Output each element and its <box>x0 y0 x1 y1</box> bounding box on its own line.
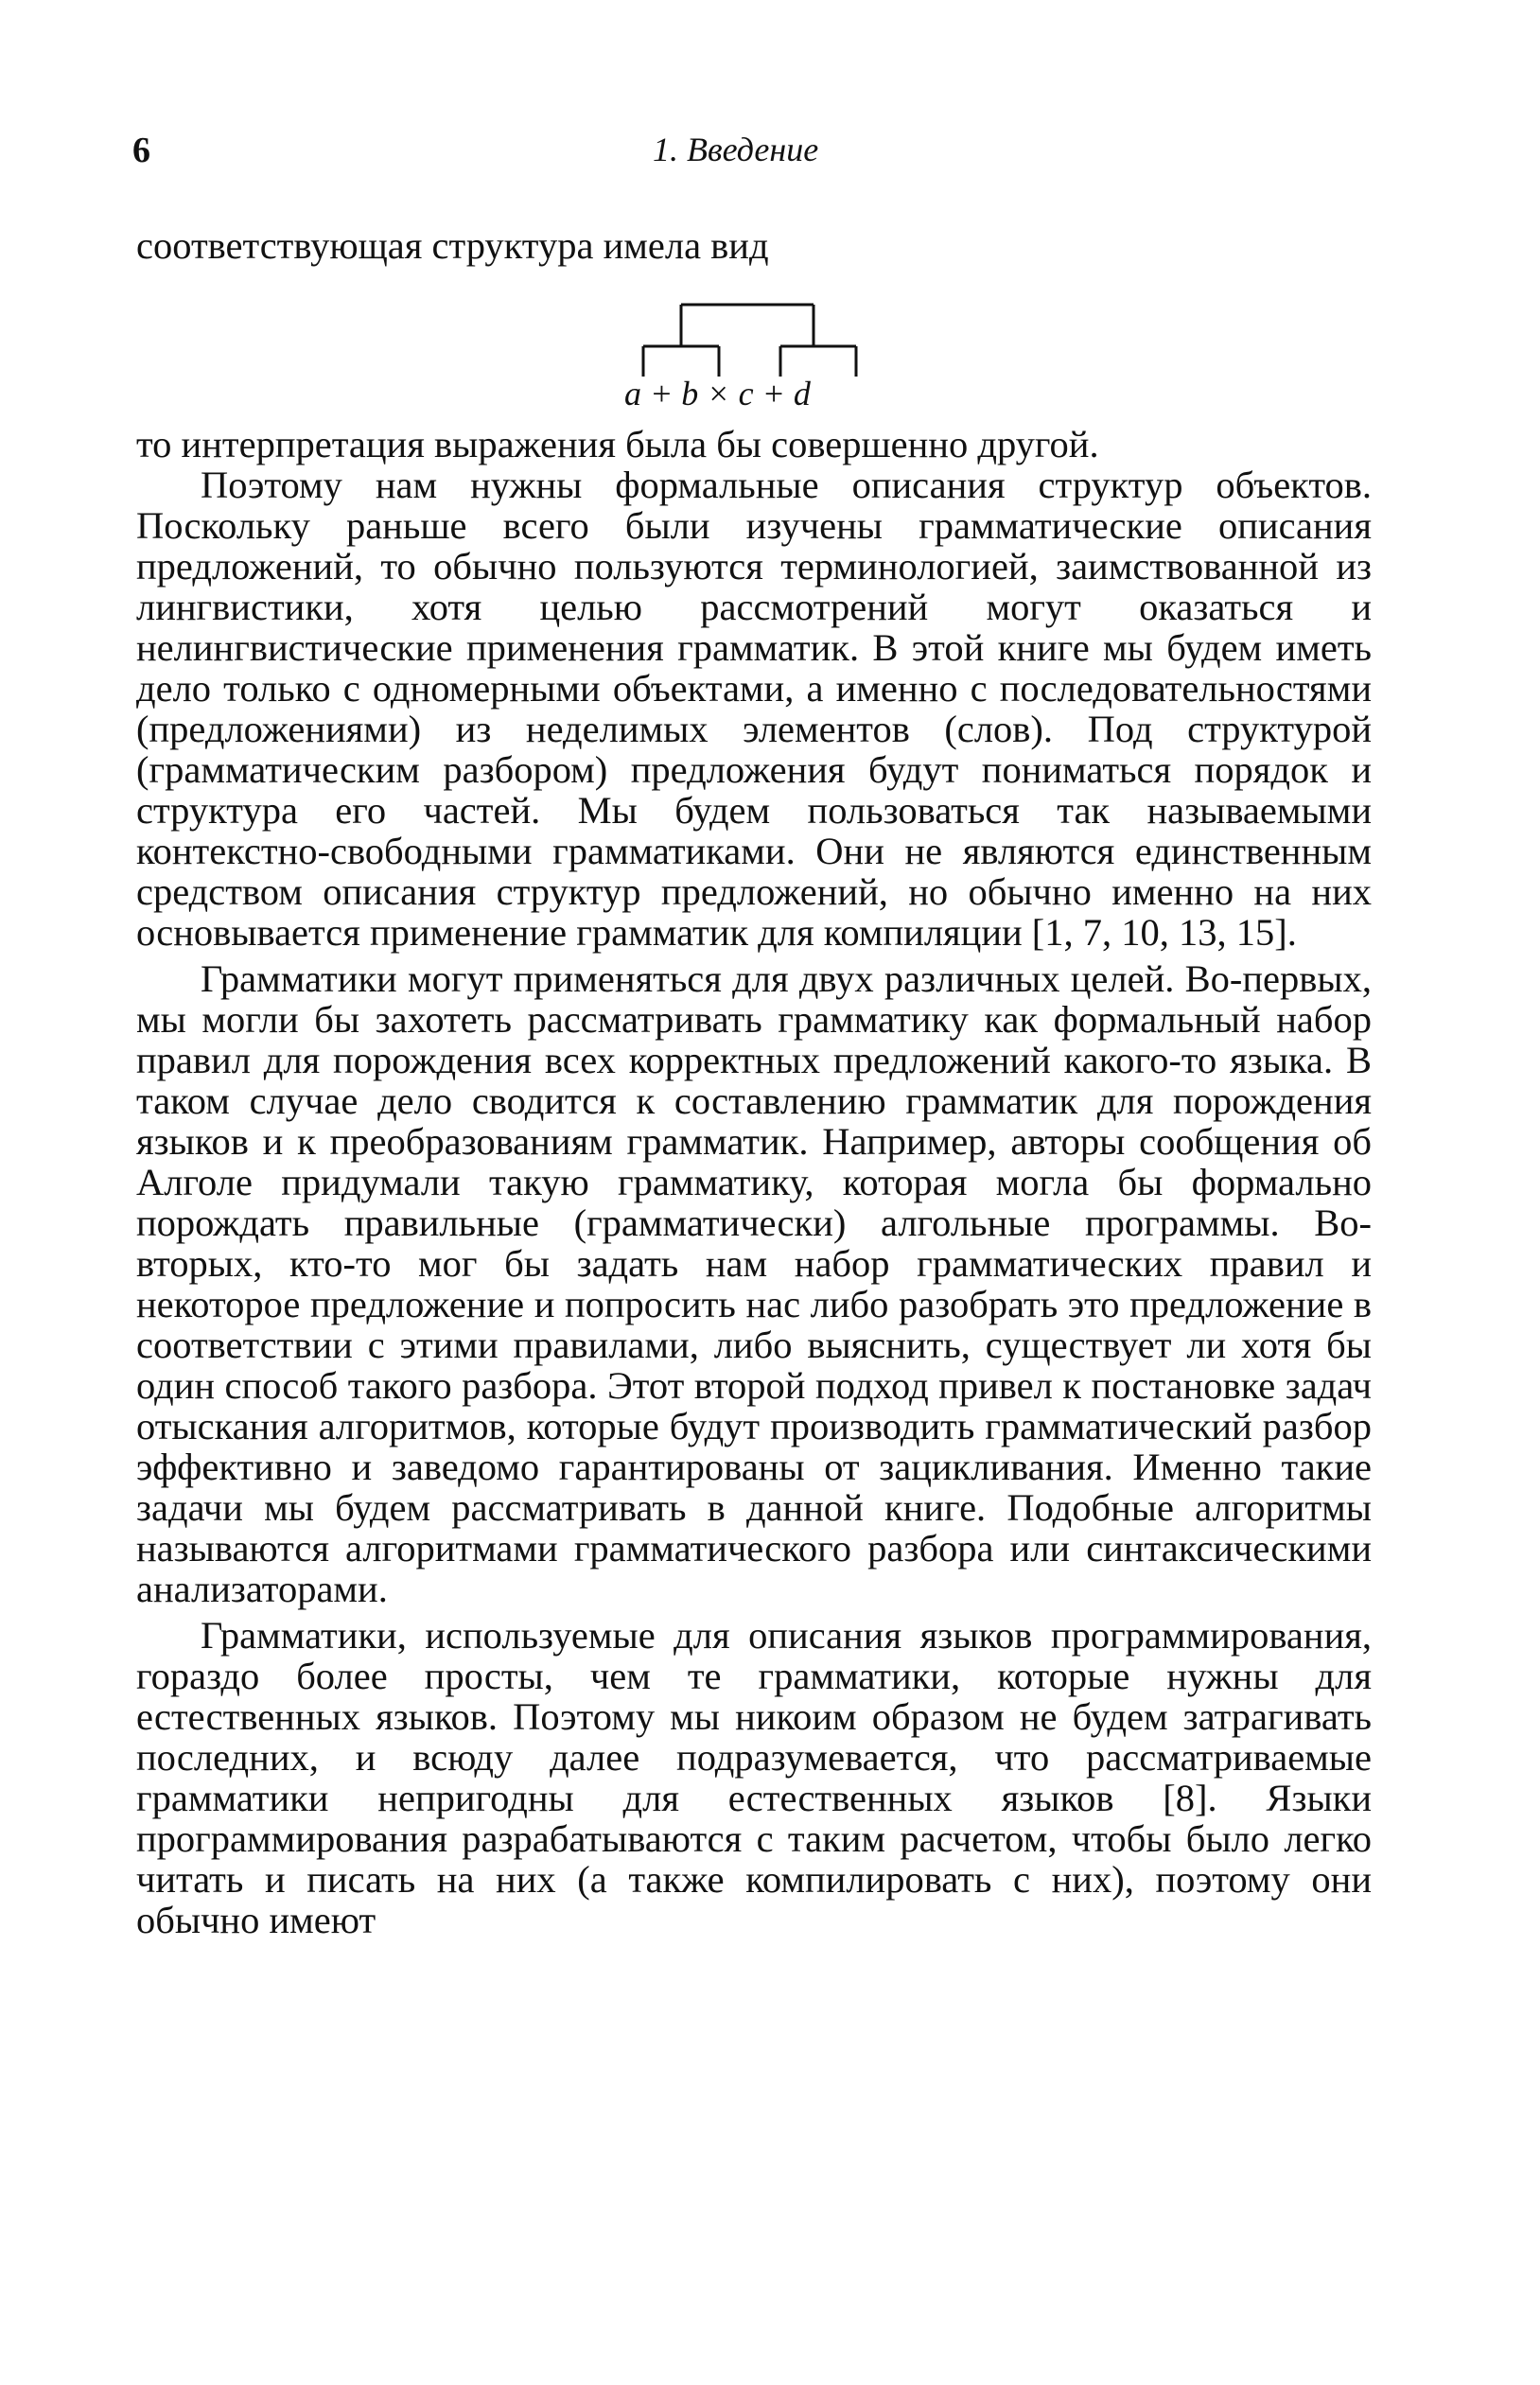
chapter-number: 1. <box>653 131 678 168</box>
parse-tree-diagram <box>624 301 870 414</box>
body-text <box>136 424 1372 1940</box>
paragraph-programming-languages: Грамматики, используемые для описания языков программирования, гораздо более просты, чем те грамматики, которые нужны для естественных языков. Поэтому мы никоим образом не будем затрагивать последних, и всюду далее подразумевается, что рассматриваемые грамматики непригодны для естественных языков [8]. Языки программирования разрабатываются с таким расчетом, чтобы было легко читать и писать на них (а также компилировать с них), поэтому они обычно имеют <box>136 1614 1372 1941</box>
parse-tree-lines <box>624 301 870 386</box>
paragraph-formal-descriptions: Поэтому нам нужны формальные описания структур объектов. Поскольку раньше всего были изучены грамматические описания предложений, то обычно пользуются терминологией, заимствованной из лингвистики, хотя целью рассмотрений могут оказаться и нелингвистические применения грамматик. В этой книге мы будем иметь дело только с одномерными объектами, а именно с последовательностями (предложениями) из неделимых элементов (слов). Под структурой (грамматическим разбором) предложения будут пониматься порядок и структура его частей. Мы будем пользоваться так называемыми контекстно-свободными грамматиками. Они не являются единственным средством описания структур предложений, но обычно именно на них основывается применение грамматик для компиляции [1, 7, 10, 13, 15]. <box>136 464 1372 954</box>
tree-expression: a + b × c + d <box>624 375 811 412</box>
running-header <box>653 132 818 167</box>
paragraph-continuation: то интерпретация выражения была бы совершенно другой. <box>136 423 1099 465</box>
intro-line: соответствующая структура имела вид <box>136 224 769 267</box>
page-number: 6 <box>132 131 150 170</box>
paragraph-grammar-purposes: Грамматики могут применяться для двух различных целей. Во-первых, мы могли бы захотеть рассматривать грамматику как формальный набор правил для порождения всех корректных предложений какого-то языка. В таком случае дело сводится к составлению грамматик для порождения языков и к преобразованиям грамматик. Например, авторы сообщения об Алголе придумали такую грамматику, которая могла бы формально порождать правильные (грамматически) алгольные программы. Во-вторых, кто-то мог бы задать нам набор грамматических правил и некоторое предложение и попросить нас либо разобрать это предложение в соответствии с этими правилами, либо выяснить, существует ли хотя бы один способ такого разбора. Этот второй подход привел к постановке задач отыскания алгоритмов, которые будут производить грамматический разбор эффективно и заведомо гарантированы от зацикливания. Именно такие задачи мы будем рассматривать в данной книге. Подобные алгоритмы называются алгоритмами грамматического разбора или синтаксическими анализаторами. <box>136 957 1372 1610</box>
chapter-title: Введение <box>687 131 819 168</box>
